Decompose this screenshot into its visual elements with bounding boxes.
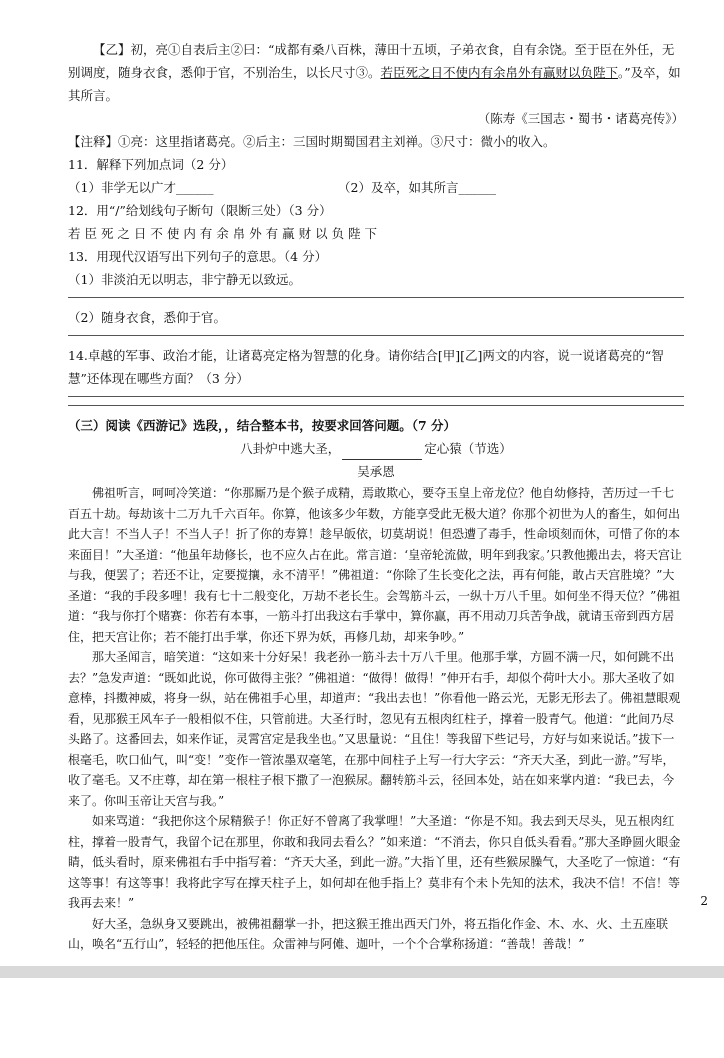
chapter-title-left: 八卦炉中逃大圣， [240, 441, 341, 456]
passage-yi-text: 【乙】初，亮①自表后主②曰：“成都有桑八百株，薄田十五顷，子弟衣食，自有余饶。至于臣在外任，无别调度，随身衣食，悉仰于官，不别治生，以长尺寸③。 [68, 42, 675, 80]
answer-line[interactable] [68, 297, 684, 298]
story-paragraph: 好大圣，急纵身又要跳出，被佛祖翻掌一扑，把这猴王推出西天门外，将五指化作金、木、水、火、土五座联山，唤名“五行山”，轻轻的把他压住。众雷神与阿傩、迦叶，一个个合掌称扬道：“善哉！善哉！” [68, 916, 669, 951]
question-12-sentence: 若 臣 死 之 日 不 使 内 有 余 帛 外 有 赢 财 以 负 陛 下 [68, 226, 378, 241]
question-13-item-2: （2）随身衣食，悉仰于官。 [68, 310, 226, 325]
question-12-stem: 12．用“/”给划线句子断句（限断三处）（3 分） [68, 203, 332, 218]
section-3-title: （三）阅读《西游记》选段，，结合整本书，按要求回答问题。（7 分） [68, 418, 457, 433]
answer-line[interactable] [68, 405, 684, 406]
question-11-item-1: （1）非学无以广才______ [68, 180, 214, 195]
chapter-title-right: 定心猿（节选） [424, 441, 512, 456]
page-number: 2 [700, 894, 708, 908]
underlined-sentence: 若臣死之日不使内有余帛外有赢财以负陛下 [380, 65, 619, 80]
notes: 【注释】①亮：这里指诸葛亮。②后主：三国时期蜀国君主刘禅。③尺寸：微小的收入。 [68, 134, 556, 149]
passage-yi [68, 38, 684, 107]
page-separator [0, 966, 724, 978]
question-11-item-2: （2）及卒，如其所言______ [338, 180, 496, 195]
question-13-stem: 13．用现代汉语写出下列句子的意思。（4 分） [68, 249, 328, 264]
next-page-area [0, 978, 724, 1058]
question-14: 14.卓越的军事、政治才能，让诸葛亮定格为智慧的化身。请你结合[甲][乙]两文的内容，说一说诸葛亮的“智慧”还体现在哪些方面？（3 分） [68, 348, 664, 386]
passage-yi-tail: 。”及卒，如其所言。 [68, 65, 681, 103]
story-paragraph: 那大圣闻言，暗笑道：“这如来十分好呆！我老孙一筋斗去十万八千里。他那手掌，方圆不满一尺，如何跳不出去？”急发声道：“既如此说，你可做得主张？”佛祖道：“做得！做得！”伸开右手，却似个荷叶大小。那大圣收了如意棒，抖擞神威，将身一纵，站在佛祖手心里，却道声：“我出去也！”你看他一路云光，无影无形去了。佛祖慧眼观看，见那猴王风车子一般相似不住，只管前进。大圣行时，忽见有五根肉红柱子，撑着一股青气。他道：“此间乃尽头路了。这番回去，如来作证，灵霄宫定是我坐也。”又思量说：“且住！等我留下些记号，方好与如来说话。”拔下一根毫毛，吹口仙气，叫“变！”变作一管浓墨双毫笔，在那中间柱子上写一行大字云：“齐天大圣，到此一游。”写毕，收了毫毛。又不庄尊，却在第一根柱子根下撒了一泡猴尿。翻转筋斗云，径回本处，站在如来掌内道：“我已去，今来了。你叫玉帝让天宫与我。” [68, 650, 681, 808]
story-paragraph: 如来骂道：“我把你这个尿精猴子！你正好不曾离了我掌哩！”大圣道：“你是不知。我去到天尽头，见五根肉红柱，撑着一股青气，我留个记在那里，你敢和我同去看么？”如来道：“不消去，你只自低头看看。”那大圣睁圆火眼金睛，低头看时，原来佛祖右手中指写着：“齐天大圣，到此一游。”大指丫里，还有些猴尿臊气，大圣吃了一惊道：“有这等事！有这等事！我将此字写在撑天柱子上，如何却在他手指上？莫非有个未卜先知的法术，我决不信！不信！等我再去来！” [68, 814, 681, 910]
answer-line[interactable] [68, 335, 684, 336]
passage-citation: （陈寿《三国志・蜀书・诸葛亮传》） [477, 111, 684, 126]
question-13-item-1: （1）非淡泊无以明志，非宁静无以致远。 [68, 272, 301, 287]
story-paragraph: 佛祖听言，呵呵冷笑道：“你那厮乃是个猴子成精，焉敢欺心，要夺玉皇上帝龙位？他自幼修持，苦历过一千七百五十劫。每劫该十二万九千六百年。你算，他该多少年数，方能享受此无极大道？你那个初世为人的畜生，如何出此大言！不当人子！不当人子！折了你的寿算！趁早皈依，切莫胡说！但恐遭了毒手，性命顷刻而休，可惜了你的本来面目！”大圣道：“他虽年劫修长，也不应久占在此。常言道：‘皇帝轮流做，明年到我家。’只教他搬出去，将天宫让与我，便罢了；若还不让，定要搅攘，永不清平！”佛祖道：“你除了生长变化之法，再有何能，敢占天宫胜境？”大圣道：“我的手段多哩！我有七十二般变化，万劫不老长生。会驾筋斗云，一纵十万八千里。如何坐不得天位？”佛祖道：“我与你打个赌赛：你若有本事，一筋斗打出我这右手掌中，算你赢，再不用动刀兵苦争战，就请玉帝到西方居住，把天宫让你；若不能打出手掌，你还下界为妖，再修几劫，却来争吵。” [68, 486, 682, 644]
author: 吴承恩 [357, 464, 395, 479]
question-11-items [68, 176, 684, 199]
chapter-title-blank[interactable] [342, 445, 422, 460]
page-content [68, 38, 684, 955]
chapter-title [68, 437, 684, 460]
answer-line[interactable] [68, 396, 684, 397]
question-11-stem: 11．解释下列加点词（2 分） [68, 157, 234, 172]
